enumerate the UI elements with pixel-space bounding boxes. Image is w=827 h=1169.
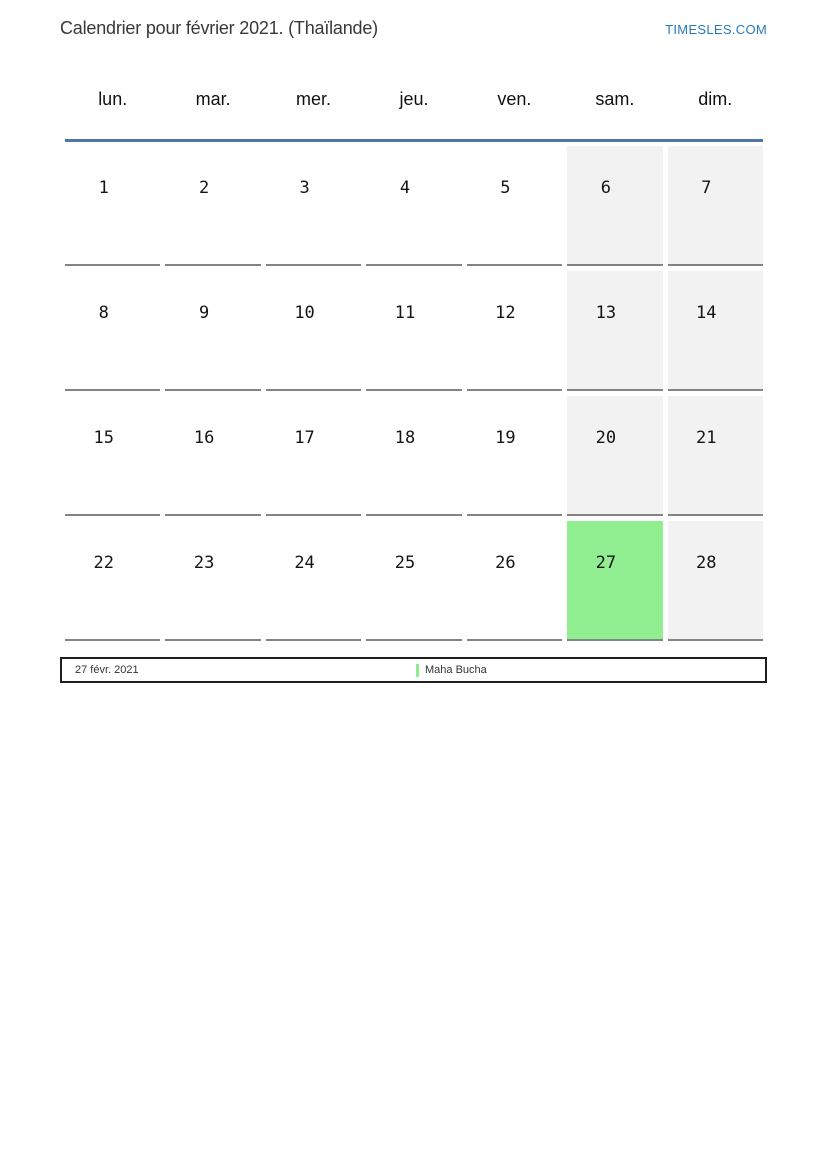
calendar	[65, 89, 763, 641]
calendar-cell	[567, 146, 662, 266]
legend-event	[416, 659, 487, 681]
day-number: 13	[595, 303, 617, 323]
calendar-cell	[567, 271, 662, 391]
event-color-bar	[416, 664, 419, 677]
calendar-cell	[165, 146, 260, 266]
calendar-cell	[65, 396, 160, 516]
day-number: 6	[600, 178, 611, 198]
day-number: 5	[500, 178, 511, 198]
day-header: ven.	[497, 89, 532, 109]
day-number: 7	[701, 178, 712, 198]
calendar-cell	[366, 146, 461, 266]
calendar-cell	[668, 396, 763, 516]
calendar-cell	[467, 146, 562, 266]
calendar-cell	[266, 521, 361, 641]
calendar-cell	[668, 271, 763, 391]
calendar-cell	[668, 521, 763, 641]
day-header: lun.	[98, 89, 128, 109]
calendar-cell	[467, 521, 562, 641]
day-number: 25	[394, 553, 416, 573]
day-number: 27	[595, 553, 617, 573]
day-header: jeu.	[399, 89, 429, 109]
legend-bar	[60, 657, 767, 683]
calendar-cell	[266, 271, 361, 391]
calendar-cell	[165, 396, 260, 516]
calendar-cell-holiday	[567, 521, 662, 641]
calendar-grid	[65, 146, 763, 641]
calendar-cell	[668, 146, 763, 266]
day-number: 18	[394, 428, 416, 448]
legend-event-name: Maha Bucha	[425, 664, 487, 676]
calendar-cell	[65, 271, 160, 391]
day-number: 23	[193, 553, 215, 573]
day-number: 2	[199, 178, 210, 198]
calendar-cell	[165, 271, 260, 391]
day-number: 1	[98, 178, 109, 198]
legend-date: 27 févr. 2021	[75, 664, 139, 676]
day-number: 17	[294, 428, 315, 448]
day-header-row	[65, 89, 763, 142]
calendar-cell	[366, 521, 461, 641]
day-number: 4	[399, 178, 411, 198]
day-number: 15	[93, 428, 114, 448]
day-number: 24	[294, 553, 315, 573]
day-number: 21	[696, 428, 717, 448]
day-number: 12	[495, 303, 516, 323]
calendar-cell	[65, 521, 160, 641]
calendar-cell	[266, 146, 361, 266]
day-number: 8	[98, 303, 109, 323]
day-number: 9	[199, 303, 210, 323]
calendar-cell	[467, 396, 562, 516]
day-number: 22	[93, 553, 114, 573]
day-header: mar.	[195, 89, 231, 109]
calendar-cell	[366, 396, 461, 516]
day-number: 11	[394, 303, 416, 323]
day-number: 26	[495, 553, 516, 573]
day-number: 16	[193, 428, 215, 448]
calendar-cell	[366, 271, 461, 391]
day-number: 19	[495, 428, 516, 448]
page-header	[60, 18, 767, 39]
day-number: 3	[299, 178, 310, 198]
calendar-cell	[266, 396, 361, 516]
day-header: sam.	[595, 89, 635, 109]
day-header: mer.	[296, 89, 332, 109]
page-title: Calendrier pour février 2021. (Thaïlande)	[60, 18, 378, 38]
day-number: 10	[294, 303, 315, 323]
calendar-cell	[65, 146, 160, 266]
calendar-cell	[165, 521, 260, 641]
day-number: 28	[696, 553, 717, 573]
brand-link[interactable]: TIMESLES.COM	[665, 22, 767, 37]
day-number: 14	[696, 303, 717, 323]
day-number: 20	[595, 428, 617, 448]
calendar-cell	[467, 271, 562, 391]
day-header: dim.	[698, 89, 733, 109]
calendar-cell	[567, 396, 662, 516]
